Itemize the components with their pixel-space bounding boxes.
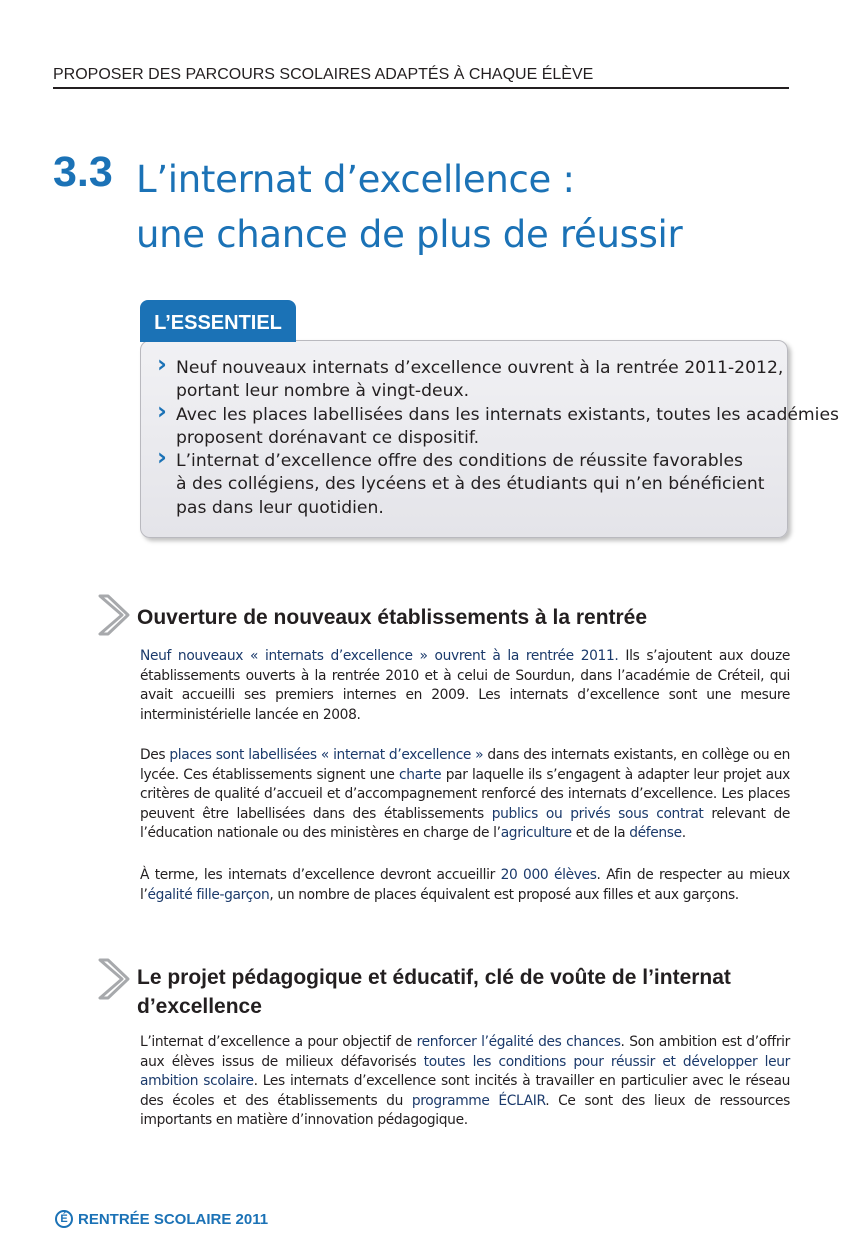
running-header: PROPOSER DES PARCOURS SCOLAIRES ADAPTÉS À CHAQUE ÉLÈVE [53, 66, 594, 83]
essentiel-item [157, 396, 839, 451]
body-text: Des [140, 747, 170, 763]
essentiel-item [157, 350, 839, 404]
bullet-chevron-icon: › [157, 396, 167, 425]
body-paragraph [140, 746, 790, 844]
education-logo-icon: É [55, 1210, 73, 1228]
highlighted-text: égalité fille-garçon [147, 886, 270, 903]
highlighted-text: publics ou privés sous contrat [491, 805, 704, 822]
body-text: . Ce sont des lieux de ressources importants en matière d’innovation pédagogique. [140, 1092, 790, 1128]
essentiel-item-line: à des collégiens, des lycéens et à des étudiants qui n’en bénéficient [176, 474, 765, 495]
section-number: 3.3 [53, 148, 113, 196]
section-title-line-1: L’internat d’excellence : [136, 158, 575, 201]
body-text: par laquelle ils s’engagent à adapter leur projet aux critères de qualité d’accueil et d’accompagnement renforcé des internats d’excellence. Les places peuvent être labellisées dans des établissements [140, 766, 790, 822]
section-heading-line: d’excellence [137, 995, 262, 1018]
body-text: dans des internats existants, en collège ou en lycée. Ces établissements signent une [140, 747, 790, 783]
section-heading-projet [137, 963, 731, 1021]
body-text: . [681, 825, 686, 841]
bullet-chevron-icon: › [157, 443, 167, 472]
highlighted-text: Neuf nouveaux « internats d’excellence » ouvrent à la rentrée 2011. [140, 648, 619, 664]
body-text: . Les internats d’excellence sont incités à travailler en particulier avec le réseau des écoles et des établissements du [140, 1073, 790, 1109]
essentiel-item-line: pas dans leur quotidien. [176, 497, 384, 518]
essentiel-item-line: Avec les places labellisées dans les internats existants, toutes les académies [176, 404, 839, 425]
essentiel-item [157, 443, 839, 520]
chevron-right-icon [96, 592, 130, 638]
header-rule [53, 87, 789, 89]
essentiel-list [157, 350, 839, 520]
chevron-right-icon [96, 956, 130, 1002]
section-heading-line: Le projet pédagogique et éducatif, clé de voûte de l’internat [137, 966, 731, 989]
section-heading-line: Ouverture de nouveaux établissements à la rentrée [137, 606, 648, 629]
highlighted-text: défense [629, 825, 682, 841]
body-text: Ils s’ajoutent aux douze établissements ouverts à la rentrée 2010 et à celui de Sourdun, dans l’académie de Créteil, qui avait accueilli ses premiers internes en 2009. Les internats d’excellence sont une mesure interministérielle lancée en 2008. [140, 648, 790, 723]
body-text: relevant de l’éducation nationale ou des ministères en charge de l’ [140, 805, 790, 841]
section-title-line-2: une chance de plus de réussir [136, 213, 683, 256]
highlighted-text: toutes les conditions pour réussir et développer leur ambition scolaire [140, 1053, 790, 1089]
body-text: À terme, les internats d’excellence devront accueillir [140, 867, 501, 883]
body-text: , un nombre de places équivalent est proposé aux filles et aux garçons. [269, 886, 739, 903]
body-text: L’internat d’excellence a pour objectif de [140, 1034, 417, 1050]
essentiel-item-line: portant leur nombre à vingt-deux. [176, 381, 470, 402]
body-text: . Son ambition est d’offrir aux élèves issus de milieux défavorisés [140, 1034, 790, 1070]
highlighted-text: programme ÉCLAIR [411, 1092, 546, 1109]
body-paragraph [140, 647, 790, 725]
section-title [136, 152, 682, 262]
highlighted-text: renforcer l’égalité des chances [416, 1034, 621, 1050]
highlighted-text: 20 000 élèves [500, 867, 597, 883]
body-paragraph [140, 866, 790, 905]
body-paragraph [140, 1033, 790, 1131]
highlighted-text: agriculture [500, 825, 572, 841]
body-text: et de la [571, 825, 630, 841]
essentiel-item-line: proposent dorénavant ce dispositif. [176, 427, 480, 448]
essentiel-tab: L’ESSENTIEL [140, 300, 296, 342]
essentiel-item-line: Neuf nouveaux internats d’excellence ouvrent à la rentrée 2011-2012, [176, 358, 784, 378]
bullet-chevron-icon: › [157, 350, 167, 378]
body-text: . Afin de respecter au mieux l’ [140, 867, 790, 903]
footer-text: RENTRÉE SCOLAIRE 2011 [78, 1210, 269, 1228]
essentiel-item-line: L’internat d’excellence offre des conditions de réussite favorables [176, 451, 743, 472]
section-heading-ouverture [137, 603, 647, 632]
highlighted-text: charte [399, 766, 442, 783]
footer [55, 1210, 268, 1228]
highlighted-text: places sont labellisées « internat d’excellence » [169, 747, 484, 763]
